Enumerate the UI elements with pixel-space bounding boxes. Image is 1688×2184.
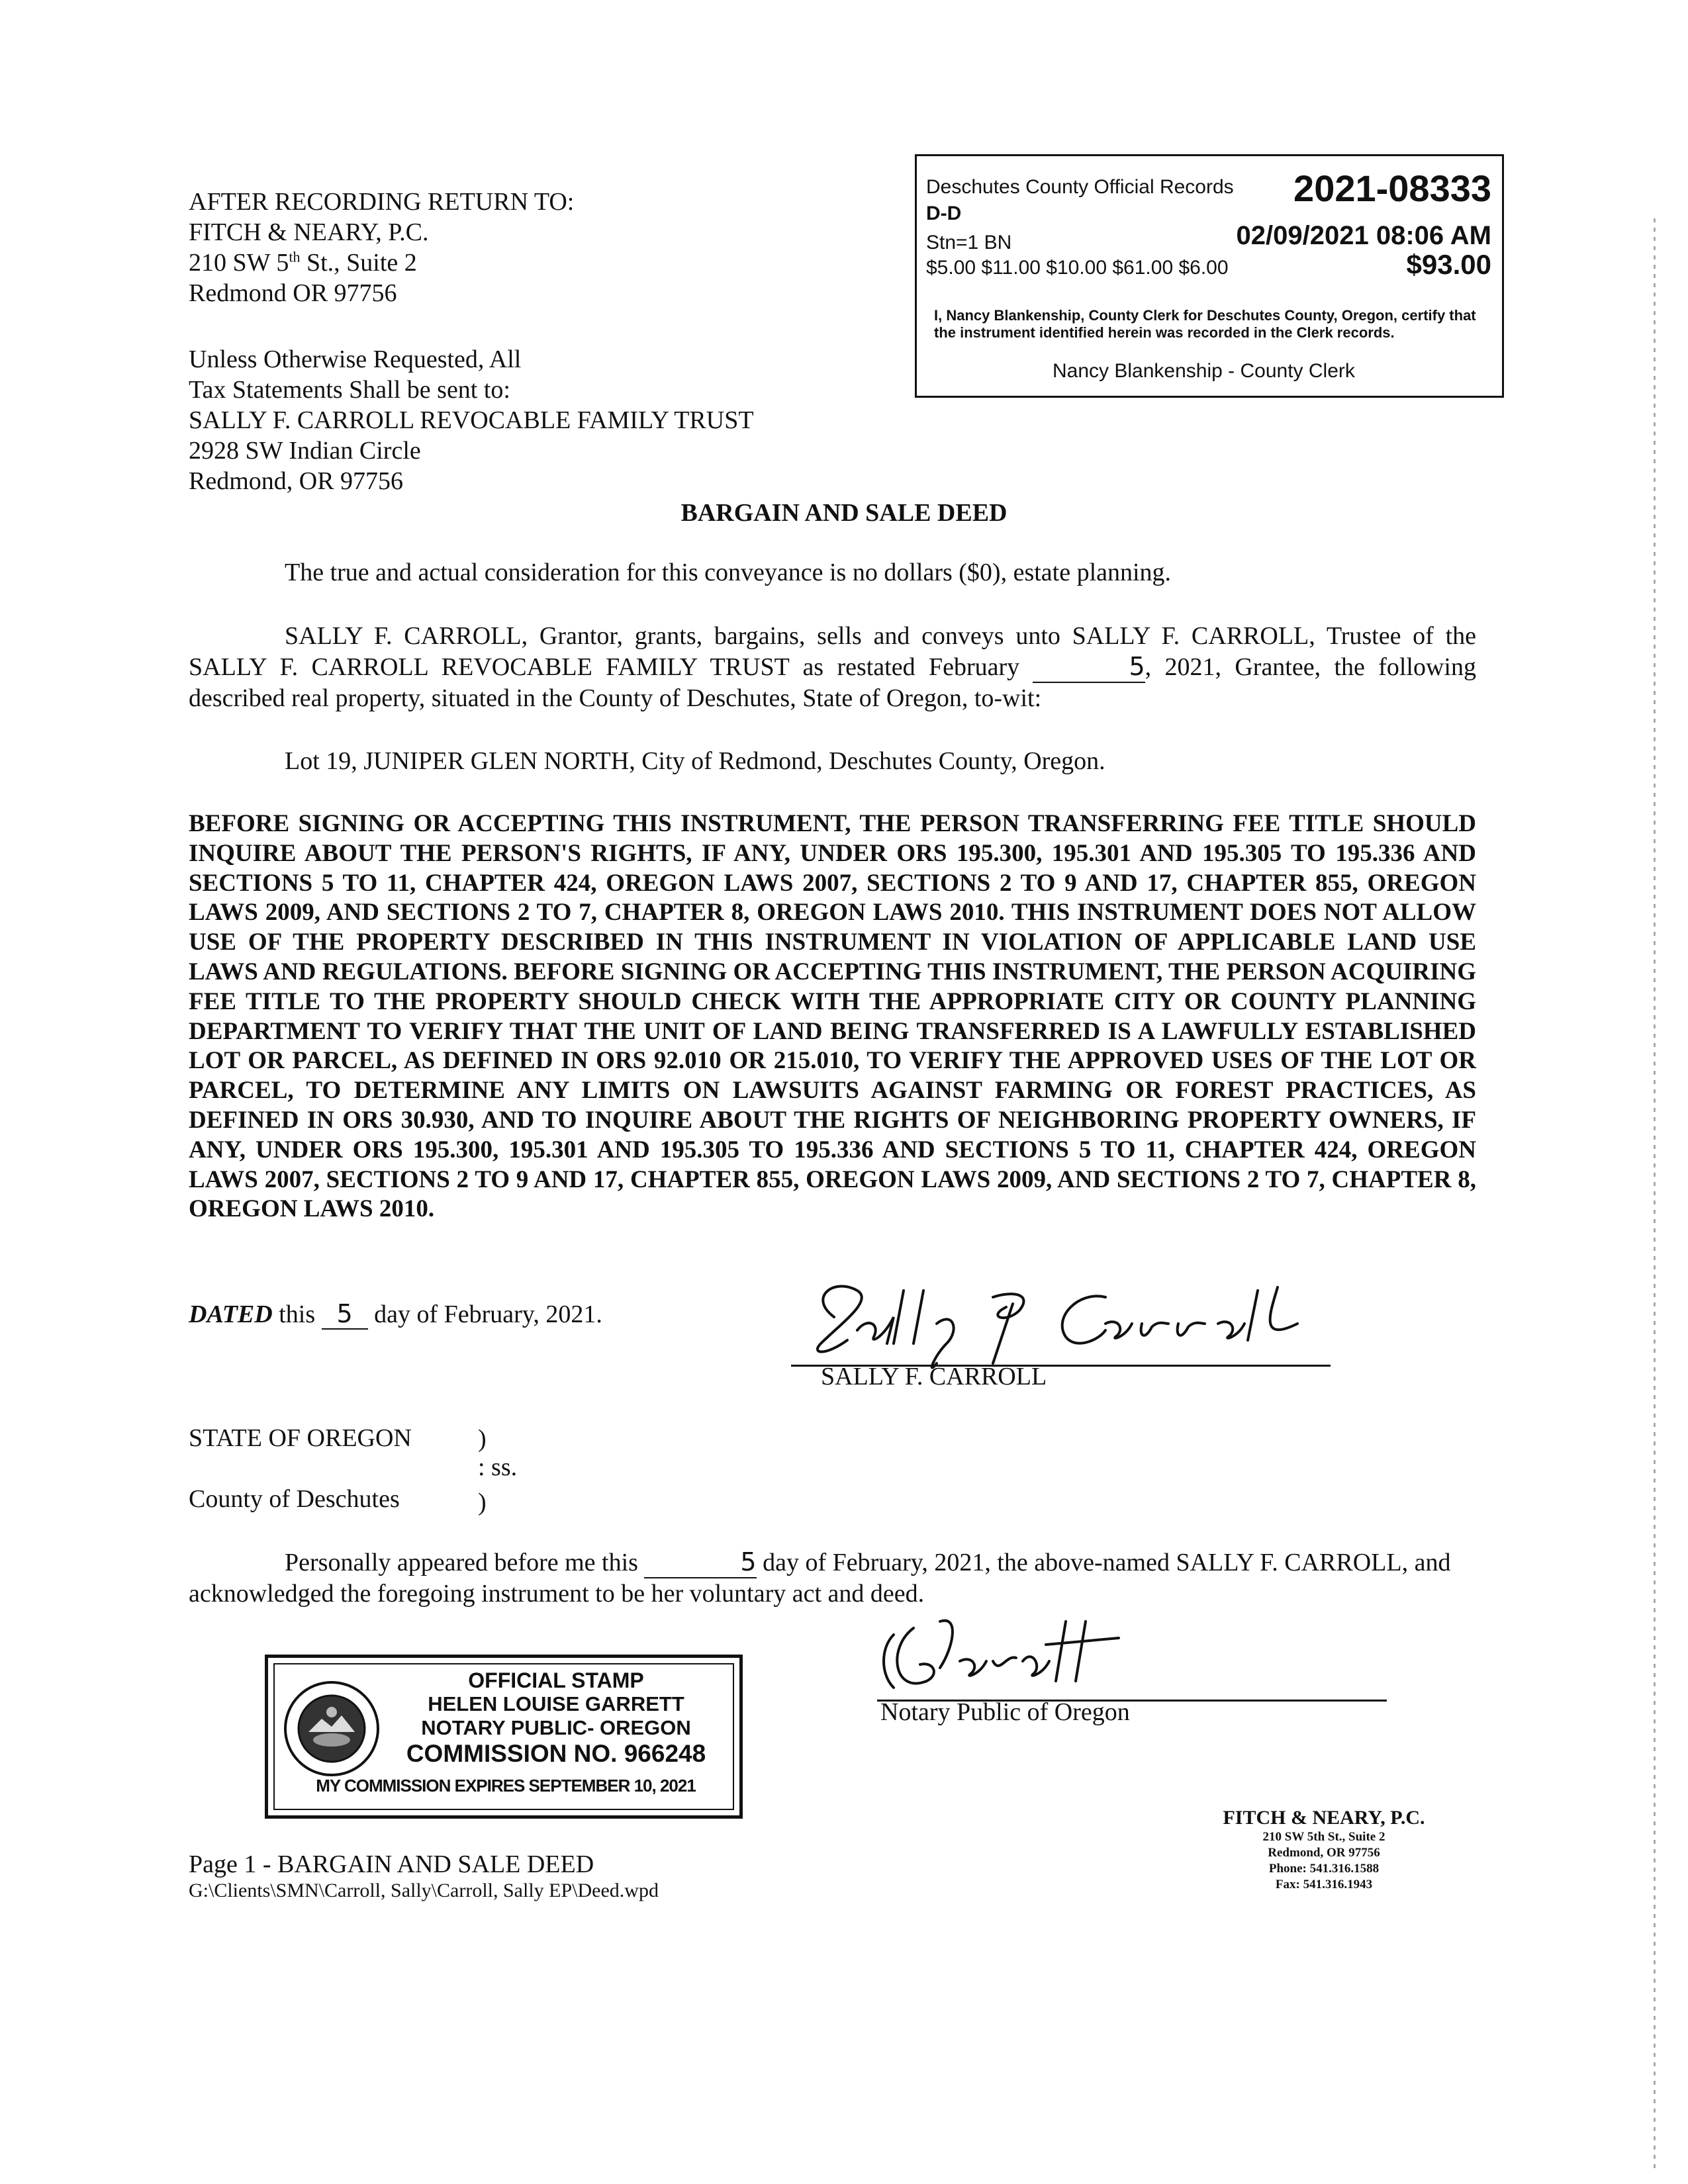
stamp-line-2: HELEN LOUISE GARRETT <box>428 1692 684 1715</box>
ack-after: day of February, 2021, the above-named SALLY F. CARROLL, and acknowledged the foregoing instrument to be her voluntary act and deed. <box>189 1549 1451 1608</box>
footer-file-path: G:\Clients\SMN\Carroll, Sally\Carroll, Sally EP\Deed.wpd <box>189 1880 659 1901</box>
statutory-warning: BEFORE SIGNING OR ACCEPTING THIS INSTRUMENT, THE PERSON TRANSFERRING FEE TITLE SHOULD INQUIRE ABOUT THE PERSON'S RIGHTS, IF ANY, UNDER ORS 195.300, 195.301 AND 195.305 TO 195.336 AND SECTIONS 5 TO 11, CHAPTER 424, OREGON LAWS 2007, SECTIONS 2 TO 9 AND 17, CHAPTER 855, OREGON LAWS 2009, AND SECTIONS 2 TO 7, CHAPTER 8, OREGON LAWS 2010. THIS INSTRUMENT DOES NOT ALLOW USE OF THE PROPERTY DESCRIBED IN THIS INSTRUMENT IN VIOLATION OF APPLICABLE LAND USE LAWS AND REGULATIONS. BEFORE SIGNING OR ACCEPTING THIS INSTRUMENT, THE PERSON ACQUIRING FEE TITLE TO THE PROPERTY SHOULD CHECK WITH THE APPROPRIATE CITY OR COUNTY PLANNING DEPARTMENT TO VERIFY THAT THE UNIT OF LAND BEING TRANSFERRED IS A LAWFULLY ESTABLISHED LOT OR PARCEL, AS DEFINED IN ORS 92.010 OR 215.010, TO VERIFY THE APPROVED USES OF THE LOT OR PARCEL, TO DETERMINE ANY LIMITS ON LAWSUITS AGAINST FARMING OR FOREST PRACTICES, AS DEFINED IN ORS 30.930, AND TO INQUIRE ABOUT THE RIGHTS OF NEIGHBORING PROPERTY OWNERS, IF ANY, UNDER ORS 195.300, 195.301 AND 195.305 TO 195.336 AND SECTIONS 5 TO 11, CHAPTER 424, OREGON LAWS 2007, SECTIONS 2 TO 9 AND 17, CHAPTER 855, OREGON LAWS 2009, AND SECTIONS 2 TO 7, CHAPTER 8, OREGON LAWS 2010. <box>189 810 1476 1223</box>
acknowledgment-paragraph <box>189 1547 1476 1609</box>
stamp-inner-border <box>273 1663 734 1810</box>
return-heading: AFTER RECORDING RETURN TO: <box>189 188 575 216</box>
venue-ss: : ss. <box>478 1453 518 1481</box>
firm-footer-block <box>1165 1807 1483 1893</box>
dated-line <box>189 1299 602 1330</box>
return-firm-name: FITCH & NEARY, P.C. <box>189 218 429 246</box>
firm-city: Redmond, OR 97756 <box>1268 1846 1380 1860</box>
clerk-name: Nancy Blankenship - County Clerk <box>1053 360 1355 382</box>
firm-name: FITCH & NEARY, P.C. <box>1223 1807 1425 1829</box>
venue-county: County of Deschutes <box>189 1485 400 1513</box>
notary-official-stamp <box>265 1655 743 1819</box>
oregon-state-seal-icon <box>279 1679 385 1778</box>
station-id: Stn=1 BN <box>926 232 1012 253</box>
venue-spacer <box>189 1453 412 1484</box>
stamp-line-5: MY COMMISSION EXPIRES SEPTEMBER 10, 2021 <box>316 1776 696 1796</box>
dated-this: this <box>272 1300 322 1328</box>
tax-street: 2928 SW Indian Circle <box>189 437 421 465</box>
document-title: BARGAIN AND SALE DEED <box>680 499 1008 527</box>
document-code: D-D <box>926 203 962 224</box>
venue-paren-open: ) <box>478 1425 487 1453</box>
grant-text-after: , 2021, Grantee, the following described real property, situated in the County of Deschutes, State of Oregon, to-wit: <box>189 653 1476 712</box>
notary-signature <box>867 1608 1165 1707</box>
fee-list: $5.00 $11.00 $10.00 $61.00 $6.00 <box>926 257 1229 279</box>
return-address-sup: th <box>289 248 301 265</box>
document-number: 2021-08333 <box>1293 167 1491 209</box>
ack-before: Personally appeared before me this <box>285 1549 645 1576</box>
grantor-printed-name: SALLY F. CARROLL <box>821 1363 1047 1390</box>
legal-description: Lot 19, JUNIPER GLEN NORTH, City of Redmond, Deschutes County, Oregon. <box>285 747 1105 775</box>
fee-total: $93.00 <box>1406 249 1491 280</box>
records-label: Deschutes County Official Records <box>926 176 1234 198</box>
consideration-statement: The true and actual consideration for this conveyance is no dollars ($0), estate planning. <box>285 559 1172 586</box>
footer-page-label: Page 1 - BARGAIN AND SALE DEED <box>189 1850 594 1878</box>
recording-stamp-box <box>915 154 1504 398</box>
tax-line-2: Tax Statements Shall be sent to: <box>189 376 510 404</box>
return-to-block <box>189 187 574 308</box>
dated-rest: day of February, 2021. <box>367 1300 602 1328</box>
grant-text-before: SALLY F. CARROLL, Grantor, grants, bargains, sells and conveys unto SALLY F. CARROLL, Trustee of the SALLY F. CARROLL REVOCABLE FAMILY TRUST as restated February <box>189 622 1476 681</box>
recorded-datetime: 02/09/2021 08:06 AM <box>1236 221 1491 250</box>
firm-fax: Fax: 541.316.1943 <box>1275 1878 1373 1891</box>
firm-address: 210 SW 5th St., Suite 2 <box>1262 1830 1385 1844</box>
dated-day-blank: 5 <box>322 1299 368 1330</box>
firm-phone: Phone: 541.316.1588 <box>1268 1862 1380 1876</box>
notary-label: Notary Public of Oregon <box>880 1698 1130 1726</box>
stamp-line-3: NOTARY PUBLIC- OREGON <box>421 1716 691 1739</box>
stamp-line-4: COMMISSION NO. 966248 <box>406 1740 706 1767</box>
tax-line-1: Unless Otherwise Requested, All <box>189 345 522 373</box>
tax-statements-block <box>189 344 754 496</box>
venue-state: STATE OF OREGON <box>189 1424 412 1452</box>
tax-trust-name: SALLY F. CARROLL REVOCABLE FAMILY TRUST <box>189 406 754 434</box>
grant-paragraph <box>189 621 1476 713</box>
ack-day-blank: 5 <box>644 1547 756 1578</box>
grant-day-blank: 5 <box>1033 651 1145 683</box>
return-address-rest: St., Suite 2 <box>300 249 417 277</box>
clerk-certification: I, Nancy Blankenship, County Clerk for Deschutes County, Oregon, certify that the instrument identified herein was recorded in the Clerk records. <box>934 307 1476 341</box>
return-address <box>189 248 574 278</box>
return-address-num: 210 SW 5 <box>189 249 289 277</box>
venue-block <box>189 1423 412 1514</box>
return-city: Redmond OR 97756 <box>189 279 397 307</box>
tax-city: Redmond, OR 97756 <box>189 467 404 495</box>
venue-paren-close: ) <box>478 1488 487 1516</box>
grantor-signature <box>794 1271 1337 1370</box>
dated-label: DATED <box>189 1300 273 1328</box>
stamp-line-1: OFFICIAL STAMP <box>468 1668 644 1692</box>
